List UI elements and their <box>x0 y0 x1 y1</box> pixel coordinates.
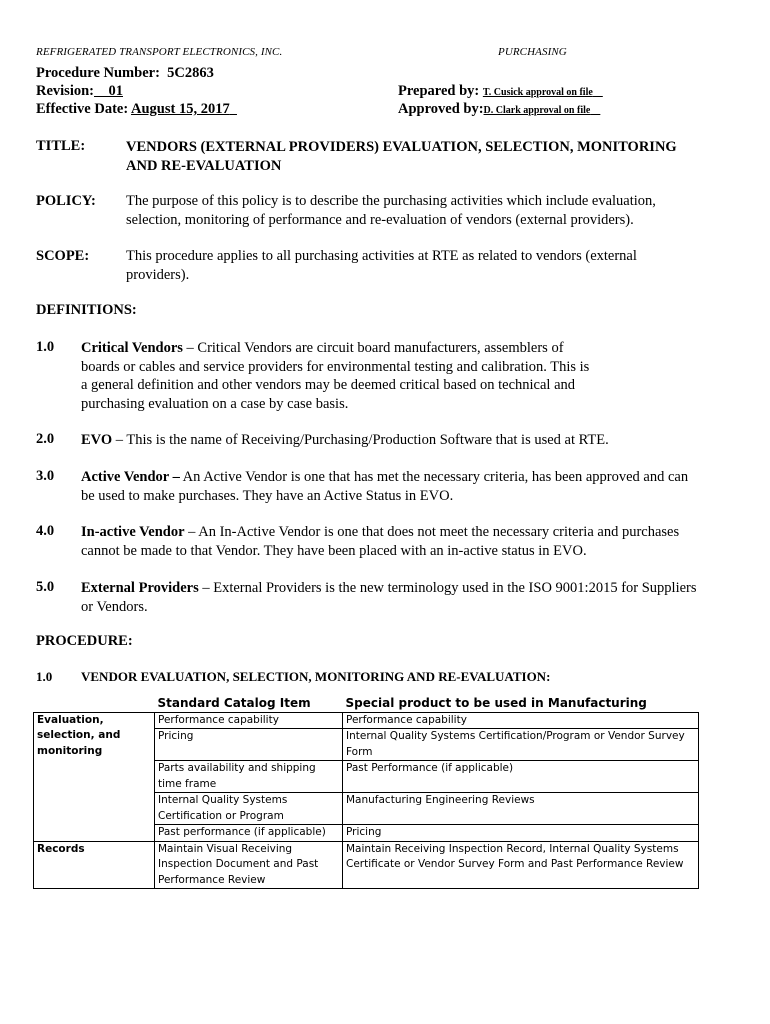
definition-number: 2.0 <box>36 431 55 447</box>
effective-date: Effective Date: August 15, 2017 <box>36 101 230 117</box>
procedure-step-number: 1.0 <box>36 669 53 684</box>
column-header: Special product to be used in Manufacturing <box>345 696 647 710</box>
table-cell: Internal Quality Systems Certification/Program or Vendor Survey Form <box>343 729 699 761</box>
definition-external-providers: External Providers – External Providers is the new terminology used in the ISO 9001:2015 for Suppliers or Vendors. <box>81 580 697 615</box>
procedure-number: Procedure Number: 5C2863 <box>36 65 214 81</box>
policy-text: The purpose of this policy is to describe the purchasing activities which include evaluation, selection, monitoring of performance and re-evaluation of vendors (external providers). <box>126 193 656 228</box>
policy-label: POLICY: <box>36 193 96 209</box>
definition-number: 1.0 <box>36 339 55 355</box>
scope-text: This procedure applies to all purchasing activities at RTE as related to vendors (external providers). <box>126 248 637 283</box>
table-cell: Manufacturing Engineering Reviews <box>343 793 699 825</box>
procedure-step-title: VENDOR EVALUATION, SELECTION, MONITORING AND RE-EVALUATION: <box>81 669 551 684</box>
document-title: VENDORS (EXTERNAL PROVIDERS) EVALUATION, SELECTION, MONITORING AND RE-EVALUATION <box>126 139 677 174</box>
table-cell: Performance capability <box>155 712 343 729</box>
definition-active-vendor: Active Vendor – An Active Vendor is one that has met the necessary criteria, has been approved and can be used to make purchases. They have an Active Status in EVO. <box>81 469 689 504</box>
approved-by: Approved by:D. Clark approval on file <box>398 101 591 117</box>
table-cell: Maintain Visual Receiving Inspection Document and Past Performance Review <box>155 841 343 889</box>
department-name: PURCHASING <box>498 46 567 58</box>
table-cell: Pricing <box>155 729 343 761</box>
column-header: Standard Catalog Item <box>157 696 311 710</box>
table-row <box>34 712 699 729</box>
definition-critical-vendors: Critical Vendors – Critical Vendors are circuit board manufacturers, assemblers of boards or cables and service providers for environmental testing and calibration. This is a general definition and other vendors may be deemed critical based on technical and purchasing evaluation on a case by case basis. <box>81 340 590 412</box>
title-label: TITLE: <box>36 138 86 154</box>
definition-inactive-vendor: In-active Vendor – An In-Active Vendor is one that does not meet the necessary criteria and purchases cannot be made to that Vendor. They have been placed with an in-active status in EVO. <box>81 524 680 559</box>
revision: Revision: 01 <box>36 83 123 99</box>
definitions-heading: DEFINITIONS: <box>36 302 137 318</box>
definition-evo: EVO – This is the name of Receiving/Purchasing/Production Software that is used at RTE. <box>81 432 609 448</box>
definition-number: 3.0 <box>36 468 55 484</box>
prepared-by: Prepared by: T. Cusick approval on file <box>398 83 593 99</box>
definition-number: 4.0 <box>36 523 55 539</box>
table-cell: Pricing <box>343 825 699 842</box>
table-cell: Performance capability <box>343 712 699 729</box>
row-group-label: Evaluation, selection, and monitoring <box>34 712 155 841</box>
row-group-label: Records <box>34 841 155 889</box>
vendor-evaluation-table <box>33 696 699 889</box>
company-name: REFRIGERATED TRANSPORT ELECTRONICS, INC. <box>36 46 283 58</box>
table-cell: Internal Quality Systems Certification or Program <box>155 793 343 825</box>
table-cell: Past Performance (if applicable) <box>343 761 699 793</box>
table-cell: Parts availability and shipping time frame <box>155 761 343 793</box>
table-row <box>34 841 699 889</box>
definition-number: 5.0 <box>36 579 55 595</box>
table-cell: Past performance (if applicable) <box>155 825 343 842</box>
scope-label: SCOPE: <box>36 248 90 264</box>
table-cell: Maintain Receiving Inspection Record, Internal Quality Systems Certificate or Vendor Survey Form and Past Performance Review <box>343 841 699 889</box>
procedure-heading: PROCEDURE: <box>36 633 133 649</box>
